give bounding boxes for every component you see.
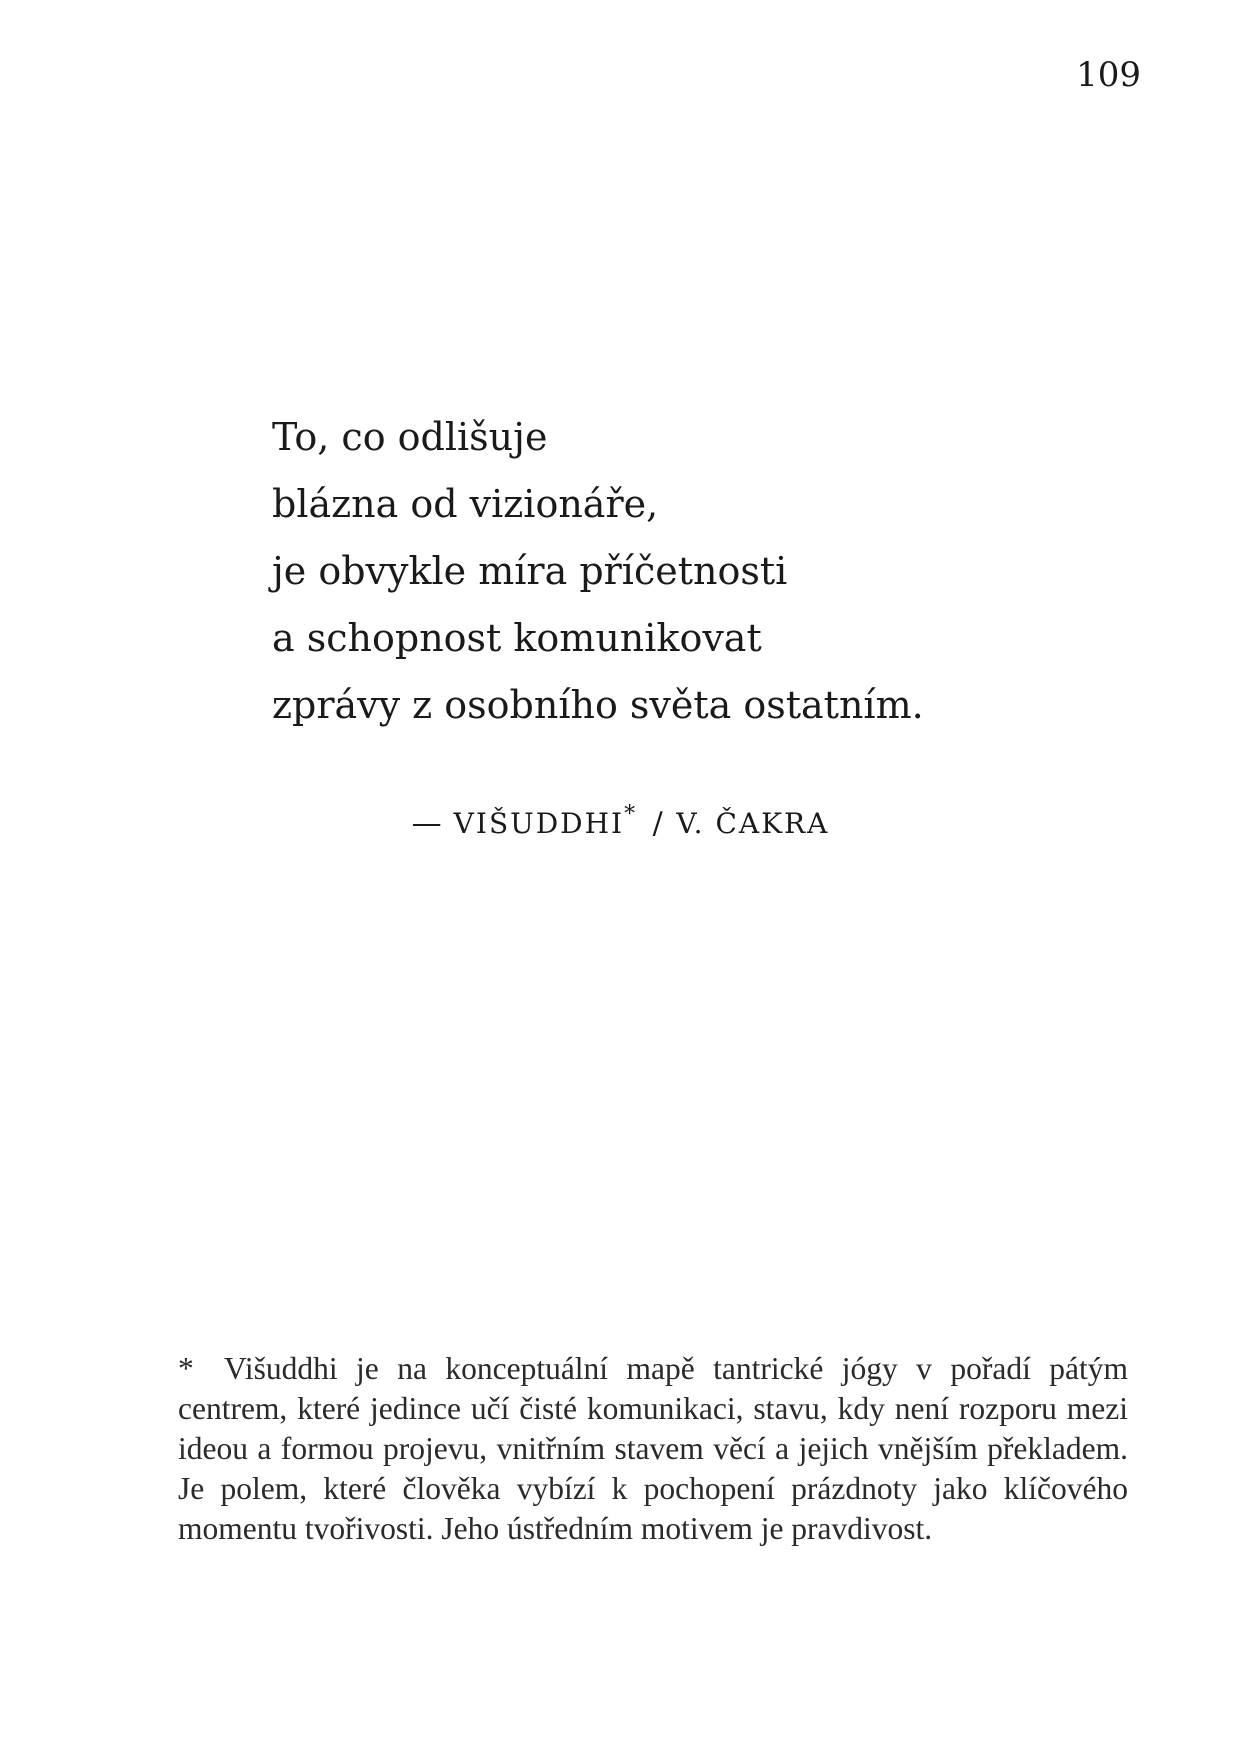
footnote-reference[interactable]: * [624, 802, 638, 827]
poem-line: je obvykle míra příčetnosti [272, 549, 788, 593]
poem-line: zprávy z osobního světa ostatním. [272, 683, 924, 727]
attribution-separator: / [652, 806, 665, 841]
attribution [0, 804, 1241, 839]
attribution-dash: — [411, 806, 444, 841]
footnote-marker: * [178, 1351, 194, 1386]
attribution-chakra: V. ČAKRA [676, 807, 830, 840]
poem-line: To, co odlišuje [272, 415, 548, 459]
attribution-source: VIŠUDDHI [453, 807, 625, 840]
page-number: 109 [1076, 55, 1141, 95]
poem-line: blázna od vizionáře, [272, 482, 659, 526]
footnote [178, 1349, 1128, 1549]
footnote-text: Višuddhi je na konceptuální mapě tantrické jógy v pořadí pátým centrem, které jedince učí čisté komunikaci, stavu, kdy není rozporu mezi ideou a formou projevu, vnitřním stavem věcí a jejich vnějším překladem. Je polem, které člověka vybízí k pochopení prázdnoty jako klíčového momentu tvořivosti. Jeho ústředním motivem je pravdivost. [178, 1351, 1128, 1546]
poem-line: a schopnost komunikovat [272, 616, 762, 660]
poem [272, 404, 924, 739]
